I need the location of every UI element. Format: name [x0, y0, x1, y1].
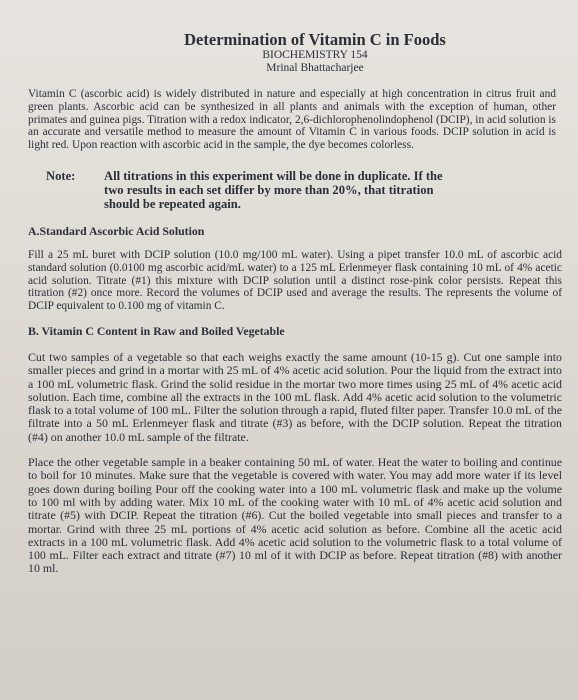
intro-paragraph: Vitamin C (ascorbic acid) is widely distributed in nature and especially at high concentration in citrus fruit and green plants. Ascorbic acid can be synthesized in all plants and animals with the exception of human, other primates and guinea pigs. Titration with a redox indicator, 2,6-dichlorophenolindophenol (DCIP), in acid solution is an accurate and versatile method to measure the amount of Vitamin C in various foods. DCIP solution in acid is light red. Upon reaction with ascorbic acid in the sample, the dye becomes colorless.	[28, 88, 556, 152]
note-block	[46, 169, 562, 211]
section-b	[28, 324, 562, 576]
document-header	[68, 30, 562, 75]
section-b-paragraph-1: Cut two samples of a vegetable so that each weighs exactly the same amount (10-15 g). Cut one sample into smaller pieces and grind in a mortar with 25 mL of 4% acetic acid solution. Pour the liquid from the extract into a 100 mL volumetric flask. Grind the solid residue in the mortar two more times using 25 mL of 4% acetic acid solution. Each time, combine all the extracts in the 100 mL flask. Add 4% acetic acid solution to the volumetric flask to a total volume of 100 mL. Filter the solution through a rapid, fluted filter paper. Transfer 10.0 mL of the filtrate into a 50 mL Erlenmeyer flask and titrate (#3) as before, with the DCIP solution. Repeat the titration (#4) on another 10.0 mL sample of the filtrate.	[28, 349, 562, 444]
course-name: BIOCHEMISTRY 154	[262, 49, 368, 61]
document-title: Determination of Vitamin C in Foods	[184, 30, 446, 49]
note-label: Note:	[46, 168, 76, 183]
section-a	[28, 224, 562, 313]
section-a-body: Fill a 25 mL buret with DCIP solution (10.0 mg/100 mL water). Using a pipet transfer 10.0 mL of ascorbic acid standard solution (0.0100 mg ascorbic acid/mL water) to a 125 mL Erlenmeyer flask containing 10 mL of 4% acetic acid solution. Titrate (#1) this mixture with DCIP solution until a distinct rose-pink color persists. Repeat this titration (#2) once more. Record the volumes of DCIP used and average the results. The represents the volume of DCIP equivalent to 0.100 mg of vitamin C.	[28, 248, 562, 313]
section-b-paragraph-2: Place the other vegetable sample in a beaker containing 50 mL of water. Heat the water to boiling and continue to boil for 10 minutes. Make sure that the vegetable is covered with water. You may add more water if its level goes down during boiling Pour off the cooking water into a 100 mL volumetric flask and make up the volume to 100 ml with by adding water. Mix 10 mL of the cooking water with 10 mL of 4% acetic acid solution and titrate (#5) with DCIP. Repeat the titration (#6). Cut the boiled vegetable into small pieces and transfer to a mortar. Grind with three 25 mL portions of 4% acetic acid solution as before. Combine all the acetic acid extracts in a 100 mL volumetric flask. Add 4% acetic acid solution to the volumetric flask to a total volume of 100 mL. Filter each extract and titrate (#7) 10 ml of it with DCIP as before. Repeat titration (#8) with another 10 ml.	[28, 455, 562, 576]
note-text: All titrations in this experiment will be done in duplicate. If the two results in each set differ by more than 20%, that titration should be repeated again.	[104, 168, 443, 211]
section-b-title: B. Vitamin C Content in Raw and Boiled Vegetable	[28, 323, 285, 338]
author-name: Mrinal Bhattacharjee	[266, 62, 364, 74]
section-a-title: A.Standard Ascorbic Acid Solution	[28, 223, 205, 238]
